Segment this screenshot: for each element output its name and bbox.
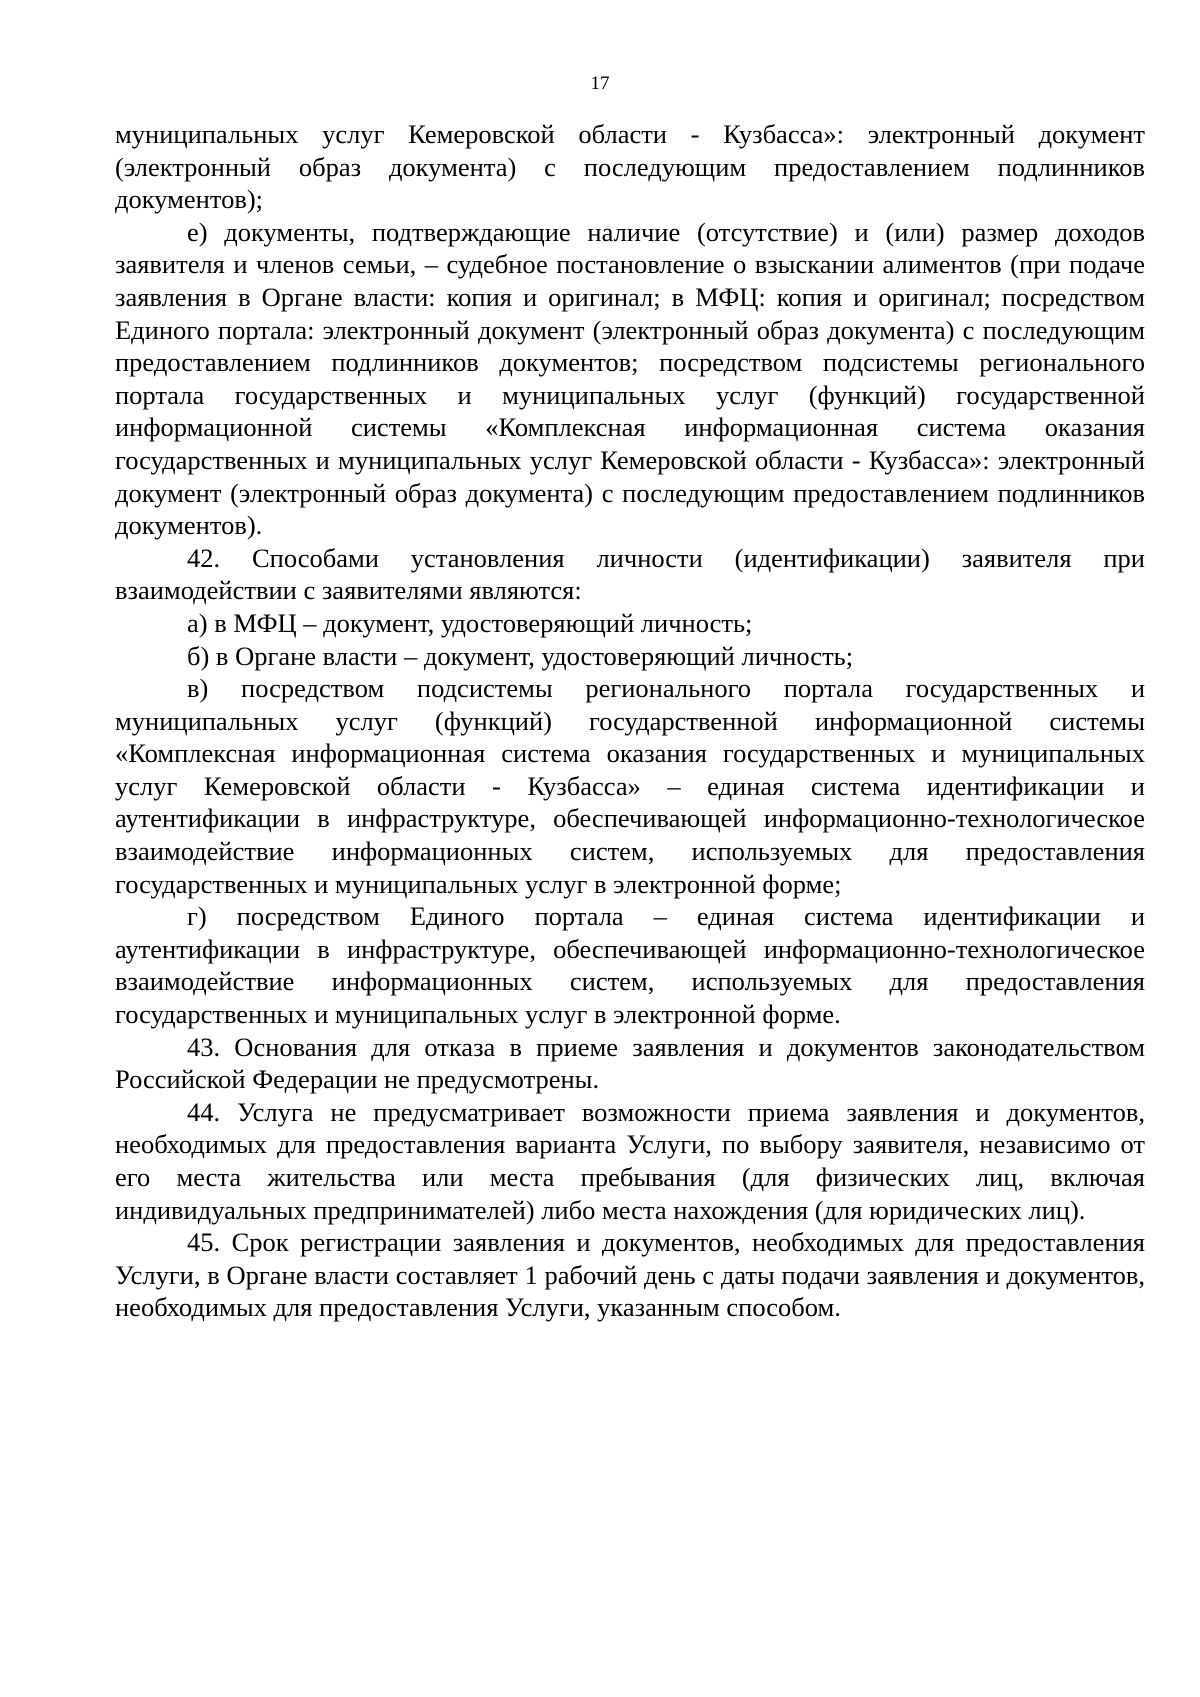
paragraph-item-42-g: г) посредством Единого портала – единая система идентификации и аутентификации в инфраструктуре, обеспечивающей информационно-технологическое взаимодействие информационных систем, используемых для предоставления государственных и муниципальных услуг в электронной форме. (115, 901, 1145, 1030)
paragraph-item-42-b: б) в Органе власти – документ, удостоверяющий личность; (187, 640, 854, 671)
paragraph-item-42-a: а) в МФЦ – документ, удостоверяющий личность; (187, 607, 753, 638)
document-body (115, 118, 1145, 1324)
paragraph-item-e: е) документы, подтверждающие наличие (отсутствие) и (или) размер доходов заявителя и членов семьи, – судебное постановление о взыскании алиментов (при подаче заявления в Органе власти: копия и оригинал; в МФЦ: копия и оригинал; посредством Единого портала: электронный документ (электронный образ документа) с последующим предоставлением подлинников документов; посредством подсистемы регионального портала государственных и муниципальных услуг (функций) государственной информационной системы «Комплексная информационная система оказания государственных и муниципальных услуг Кемеровской области - Кузбасса»: электронный документ (электронный образ документа) с последующим предоставлением подлинников документов). (115, 216, 1145, 541)
paragraph-item-45: 45. Срок регистрации заявления и документов, необходимых для предоставления Услуги, в Органе власти составляет 1 рабочий день с даты подачи заявления и документов, необходимых для предоставления Услуги, указанным способом. (115, 1227, 1145, 1323)
page-number: 17 (590, 73, 610, 94)
paragraph-item-44: 44. Услуга не предусматривает возможности приема заявления и документов, необходимых для предоставления варианта Услуги, по выбору заявителя, независимо от его места жительства или места пребывания (для физических лиц, включая индивидуальных предпринимателей) либо места нахождения (для юридических лиц). (115, 1096, 1145, 1225)
paragraph-item-42-v: в) посредством подсистемы регионального портала государственных и муниципальных услуг (функций) государственной информационной системы «Комплексная информационная система оказания государственных и муниципальных услуг Кемеровской области - Кузбасса» – единая система идентификации и аутентификации в инфраструктуре, обеспечивающей информационно-технологическое взаимодействие информационных систем, используемых для предоставления государственных и муниципальных услуг в электронной форме; (115, 673, 1145, 899)
paragraph-item-43: 43. Основания для отказа в приеме заявления и документов законодательством Российской Федерации не предусмотрены. (115, 1031, 1145, 1095)
paragraph-item-42: 42. Способами установления личности (идентификации) заявителя при взаимодействии с заявителями являются: (115, 542, 1145, 606)
paragraph-continuation: муниципальных услуг Кемеровской области - Кузбасса»: электронный документ (электронный образ документа) с последующим предоставлением подлинников документов); (115, 119, 1145, 215)
